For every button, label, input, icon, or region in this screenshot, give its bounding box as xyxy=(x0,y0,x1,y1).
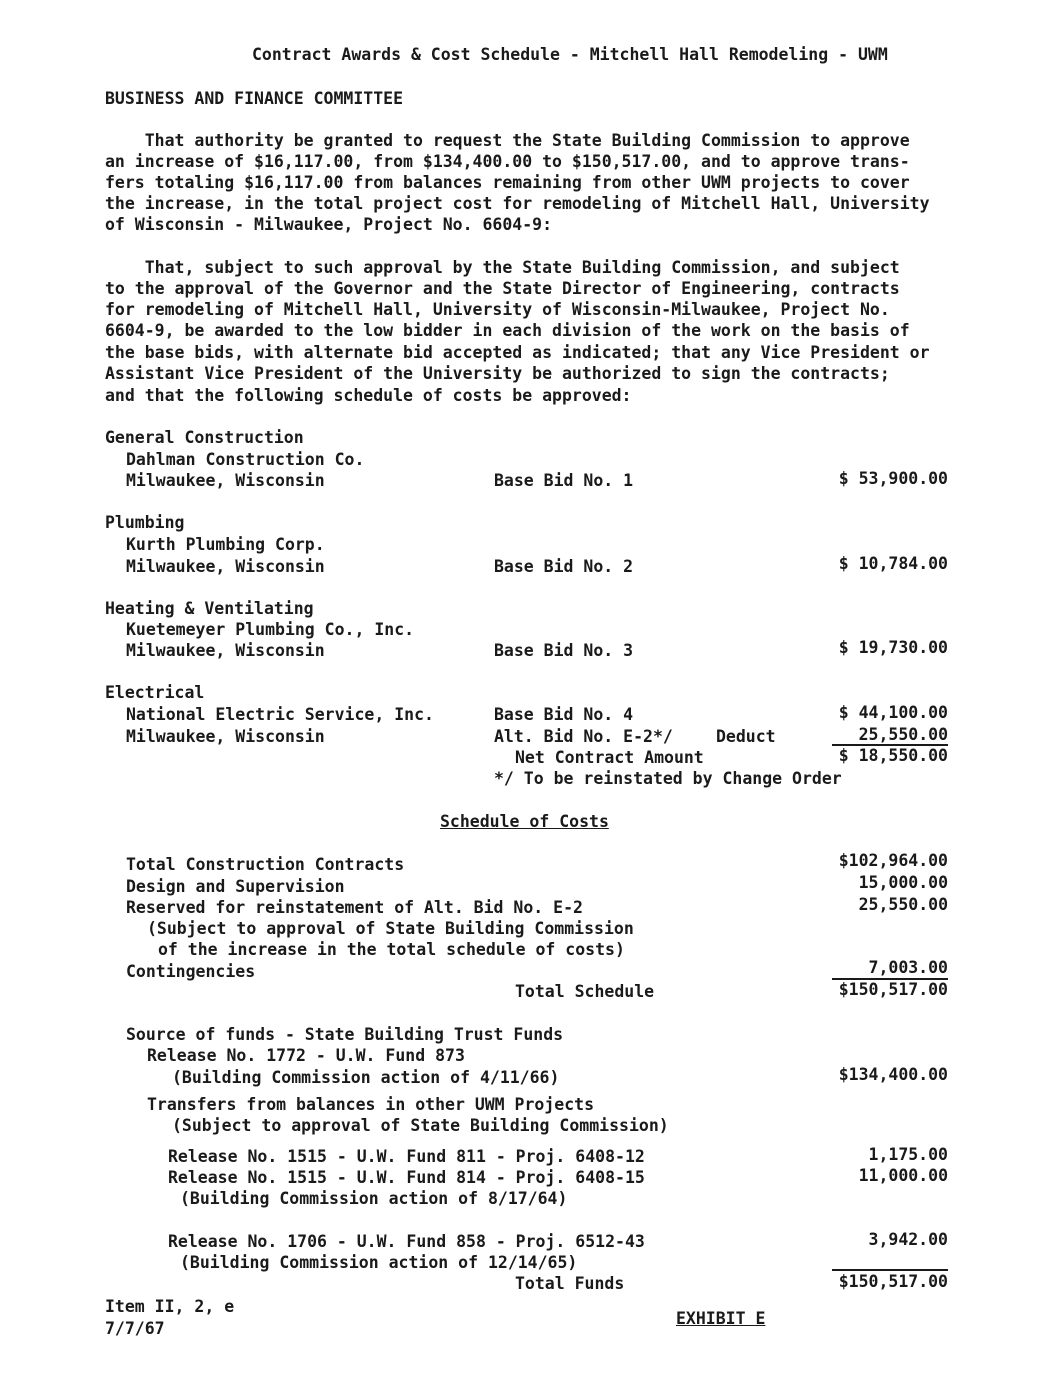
paragraph-line: fers totaling $16,117.00 from balances remaining from other UWM projects to cover xyxy=(105,173,910,192)
alt-bid-amount: 25,550.00 xyxy=(858,725,948,744)
page-title: Contract Awards & Cost Schedule - Mitchell Hall Remodeling - UWM xyxy=(252,45,888,64)
bid-label: Base Bid No. 1 xyxy=(494,471,634,490)
bid-amount: $ 53,900.00 xyxy=(838,469,948,488)
cost-note: (Subject to approval of State Building Commission xyxy=(147,919,634,938)
alt-bid-label: Alt. Bid No. E-2*/ xyxy=(494,727,673,746)
release-note: (Building Commission action of 8/17/64) xyxy=(180,1189,568,1208)
division-label: General Construction xyxy=(105,428,304,447)
bid-amount: $ 19,730.00 xyxy=(838,638,948,657)
release-amount: 3,942.00 xyxy=(868,1230,948,1249)
release-amount: 11,000.00 xyxy=(858,1166,948,1185)
bid-amount: $ 44,100.00 xyxy=(838,703,948,722)
paragraph-line: and that the following schedule of costs be approved: xyxy=(105,386,632,405)
release-amount: 1,175.00 xyxy=(868,1145,948,1164)
transfers-note: (Subject to approval of State Building Commission) xyxy=(172,1116,669,1135)
contractor-city: Milwaukee, Wisconsin xyxy=(126,727,325,746)
contractor-city: Milwaukee, Wisconsin xyxy=(126,557,325,576)
funds-heading: Source of funds - State Building Trust Funds xyxy=(126,1025,564,1044)
release-note: (Building Commission action of 4/11/66) xyxy=(172,1068,560,1087)
paragraph-line: an increase of $16,117.00, from $134,400.00 to $150,517.00, and to approve trans- xyxy=(105,152,910,171)
release-amount: $134,400.00 xyxy=(838,1065,948,1084)
paragraph-line: for remodeling of Mitchell Hall, University of Wisconsin-Milwaukee, Project No. xyxy=(105,300,890,319)
contractor-name: Dahlman Construction Co. xyxy=(126,450,365,469)
paragraph-line: the base bids, with alternate bid accepted as indicated; that any Vice President or xyxy=(105,343,930,362)
committee-heading: BUSINESS AND FINANCE COMMITTEE xyxy=(105,89,404,108)
bid-label: Base Bid No. 4 xyxy=(494,705,634,724)
cost-note: of the increase in the total schedule of costs) xyxy=(158,940,625,959)
paragraph-line: Assistant Vice President of the University be authorized to sign the contracts; xyxy=(105,364,890,383)
contractor-city: Milwaukee, Wisconsin xyxy=(126,471,325,490)
paragraph-line: 6604-9, be awarded to the low bidder in each division of the work on the basis of xyxy=(105,321,910,340)
document-date: 7/7/67 xyxy=(105,1319,165,1338)
net-contract-label: Net Contract Amount xyxy=(515,748,704,767)
schedule-heading: Schedule of Costs xyxy=(440,812,609,831)
paragraph-line: to the approval of the Governor and the State Director of Engineering, contracts xyxy=(105,279,900,298)
contractor-city: Milwaukee, Wisconsin xyxy=(126,641,325,660)
bid-amount: $ 10,784.00 xyxy=(838,554,948,573)
total-funds-amount: $150,517.00 xyxy=(838,1272,948,1291)
exhibit-label: EXHIBIT E xyxy=(676,1309,766,1328)
cost-amount: $102,964.00 xyxy=(838,851,948,870)
cost-amount: 15,000.00 xyxy=(858,873,948,892)
bid-label: Base Bid No. 3 xyxy=(494,641,634,660)
cost-label: Total Construction Contracts xyxy=(126,855,405,874)
total-schedule-label: Total Schedule xyxy=(515,982,655,1001)
division-label: Heating & Ventilating xyxy=(105,599,314,618)
total-schedule-amount: $150,517.00 xyxy=(838,980,948,999)
bid-label: Base Bid No. 2 xyxy=(494,557,634,576)
release-line: Release No. 1772 - U.W. Fund 873 xyxy=(147,1046,465,1065)
cost-amount: 7,003.00 xyxy=(868,958,948,977)
net-contract-amount: $ 18,550.00 xyxy=(838,746,948,765)
item-reference: Item II, 2, e xyxy=(105,1297,235,1316)
release-line: Release No. 1515 - U.W. Fund 814 - Proj. 6408-15 xyxy=(168,1168,645,1187)
division-label: Plumbing xyxy=(105,513,185,532)
paragraph-line: of Wisconsin - Milwaukee, Project No. 6604-9: xyxy=(105,215,553,234)
footnote: */ To be reinstated by Change Order xyxy=(494,769,842,788)
contractor-name: National Electric Service, Inc. xyxy=(126,705,434,724)
paragraph-line: That authority be granted to request the State Building Commission to approve xyxy=(105,131,910,150)
cost-label: Design and Supervision xyxy=(126,877,345,896)
transfers-heading: Transfers from balances in other UWM Projects xyxy=(147,1095,595,1114)
contractor-name: Kuetemeyer Plumbing Co., Inc. xyxy=(126,620,415,639)
division-label: Electrical xyxy=(105,683,205,702)
cost-amount: 25,550.00 xyxy=(858,895,948,914)
total-funds-label: Total Funds xyxy=(515,1274,625,1293)
cost-label: Reserved for reinstatement of Alt. Bid No. E-2 xyxy=(126,898,583,917)
release-line: Release No. 1706 - U.W. Fund 858 - Proj. 6512-43 xyxy=(168,1232,645,1251)
cost-label: Contingencies xyxy=(126,962,256,981)
paragraph-line: That, subject to such approval by the State Building Commission, and subject xyxy=(105,258,900,277)
paragraph-line: the increase, in the total project cost for remodeling of Mitchell Hall, University xyxy=(105,194,930,213)
release-note: (Building Commission action of 12/14/65) xyxy=(180,1253,578,1272)
total-rule xyxy=(832,1269,948,1271)
release-line: Release No. 1515 - U.W. Fund 811 - Proj. 6408-12 xyxy=(168,1147,645,1166)
deduct-label: Deduct xyxy=(716,727,776,746)
contractor-name: Kurth Plumbing Corp. xyxy=(126,535,325,554)
